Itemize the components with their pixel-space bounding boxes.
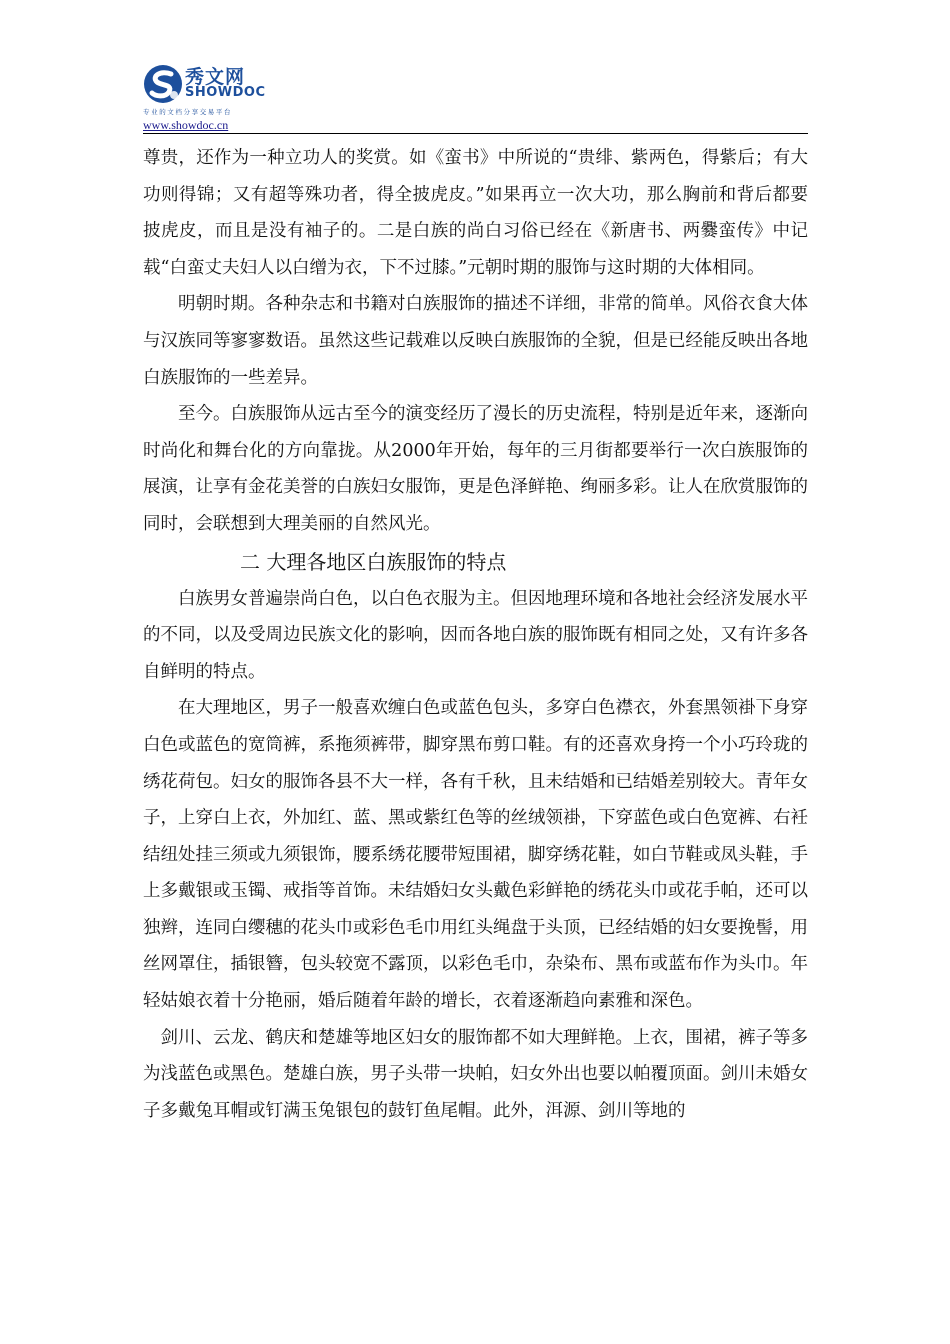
logo-s-icon (143, 64, 183, 104)
paragraph-white-preference: 白族男女普遍崇尚白色，以白色衣服为主。但因地理环境和各地社会经济发展水平的不同，以及受周边民族文化的影响，因而各地白族的服饰既有相同之处，又有许多各自鲜明的特点。 (143, 588, 808, 682)
paragraph-ming-dynasty: 明朝时期。各种杂志和书籍对白族服饰的描述不详细，非常的简单。风俗衣食大体与汉族同等寥寥数语。虽然这些记载难以反映白族服饰的全貌，但是已经能反映出各地白族服饰的一些差异。 (143, 294, 808, 388)
logo-tagline: 专业的文档分享交易平台 (143, 108, 233, 116)
paragraph-present-day: 至今。白族服饰从远古至今的演变经历了漫长的历史流程，特别是近年来，逐渐向时尚化和舞台化的方向靠拢。从2000年开始，每年的三月街都要举行一次白族服饰的展演，让享有金花美誉的白族妇女服饰，更是色泽鲜艳、绚丽多彩。让人在欣赏服饰的同时，会联想到大理美丽的自然风光。 (143, 404, 808, 534)
logo-english-name: SHOWDOC (185, 85, 266, 100)
paragraph-yuan-dynasty: 尊贵，还作为一种立功人的奖赏。如《蛮书》中所说的“贵绯、紫两色，得紫后；有大功则得锦；又有超等殊功者，得全披虎皮。”如果再立一次大功，那么胸前和背后都要披虎皮，而且是没有袖子的。二是白族的尚白习俗已经在《新唐书、两爨蛮传》中记载“白蛮丈夫妇人以白缯为衣，下不过膝。”元朝时期的服饰与这时期的大体相同。 (143, 148, 808, 278)
paragraph-other-regions: 剑川、云龙、鹤庆和楚雄等地区妇女的服饰都不如大理鲜艳。上衣，围裙，裤子等多为浅蓝色或黑色。楚雄白族，男子头带一块帕，妇女外出也要以帕覆顶面。剑川未婚女子多戴兔耳帽或钉满玉兔银包的鼓钉鱼尾帽。此外，洱源、剑川等地的 (143, 1027, 808, 1121)
paragraph-dali-region: 在大理地区，男子一般喜欢缠白色或蓝色包头，多穿白色襟衣，外套黑领褂下身穿白色或蓝色的宽筒裤，系拖须裤带，脚穿黑布剪口鞋。有的还喜欢身挎一个小巧玲珑的绣花荷包。妇女的服饰各县不大一样，各有千秋，且未结婚和已结婚差别较大。青年女子，上穿白上衣，外加红、蓝、黑或紫红色等的丝绒领褂，下穿蓝色或白色宽裤、右衽结纽处挂三须或九须银饰，腰系绣花腰带短围裙，脚穿绣花鞋，如白节鞋或凤头鞋，手上多戴银或玉镯、戒指等首饰。未结婚妇女头戴色彩鲜艳的绣花头巾或花手帕，还可以独辫，连同白缨穗的花头巾或彩色毛巾用红头绳盘于头顶，已经结婚的妇女要挽髻，用丝网罩住，插银簪，包头较宽不露顶，以彩色毛巾，杂染布、黑布或蓝布作为头巾。年轻姑娘衣着十分艳丽，婚后随着年龄的增长，衣着逐渐趋向素雅和深色。 (143, 698, 808, 1012)
logo-chinese-name: 秀文网 (185, 66, 246, 88)
site-url-link[interactable]: www.showdoc.cn (143, 118, 229, 132)
document-body (143, 140, 808, 1129)
header-divider (143, 133, 808, 134)
section-heading: 二 大理各地区白族服饰的特点 (240, 549, 507, 574)
showdoc-logo[interactable] (143, 62, 273, 114)
page-header (143, 62, 808, 134)
